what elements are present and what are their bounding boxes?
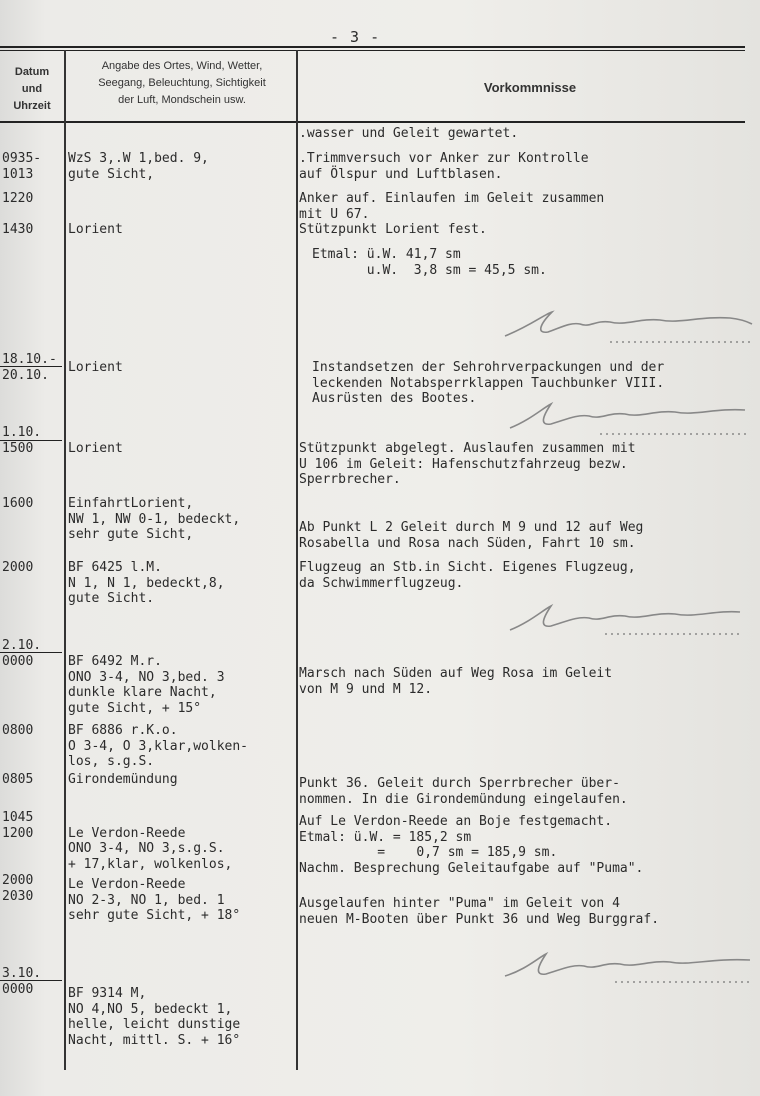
header-vorkommnisse: Vorkommnisse <box>483 80 577 95</box>
entry-place: BF 9314 M, NO 4,NO 5, bedeckt 1, helle, leicht dunstige Nacht, mittl. S. + 16° <box>68 986 241 1048</box>
entry-time: 0805 <box>2 772 34 787</box>
column-divider-right <box>296 50 298 1070</box>
header-bottom-rule <box>0 121 745 123</box>
header-datum-line: Uhrzeit <box>13 100 51 112</box>
header-ort-line: der Luft, Mondschein usw. <box>118 94 246 106</box>
entry-time: 0800 <box>2 723 34 738</box>
signature <box>500 306 755 346</box>
entry-event: Anker auf. Einlaufen im Geleit zusammen mit U 67. <box>299 191 605 222</box>
entry-time: 3.10. 0000 <box>2 966 42 997</box>
entry-place: Le Verdon-Reede ONO 3-4, NO 3,s.g.S. + 17,klar, wolkenlos, <box>68 825 233 872</box>
header-datum <box>0 64 64 115</box>
entry-time: 1600 <box>2 496 34 511</box>
entry-event: Punkt 36. Geleit durch Sperrbrecher über- nommen. In die Girondemündung eingelaufen. <box>299 776 628 807</box>
entry-event: Auf Le Verdon-Reede an Boje festgemacht. Etmal: ü.W. = 185,2 sm = 0,7 sm = 185,9 sm. Nachm. Besprechung Geleitaufgabe auf "Puma". <box>299 814 644 876</box>
header-ort-line: Seegang, Beleuchtung, Sichtigkeit <box>98 77 266 89</box>
page-number: - 3 - <box>330 28 381 46</box>
header-top-rule <box>0 46 745 48</box>
signature <box>505 600 745 640</box>
entry-place: Lorient <box>68 360 123 375</box>
header-top-rule-2 <box>0 50 745 51</box>
entry-place: EinfahrtLorient, NW 1, NW 0-1, bedeckt, sehr gute Sicht, <box>68 496 241 542</box>
entry-event: Stützpunkt abgelegt. Auslaufen zusammen mit U 106 im Geleit: Hafenschutzfahrzeug bezw. Sperrbrecher. <box>299 441 636 487</box>
entry-event: Marsch nach Süden auf Weg Rosa im Geleit von M 9 und M 12. <box>299 666 613 697</box>
entry-place: Lorient <box>68 222 123 237</box>
entry-place: Lorient <box>68 441 123 456</box>
signature <box>505 398 755 438</box>
entry-time: 2.10. 0000 <box>2 638 42 669</box>
entry-time: 1220 <box>2 191 34 206</box>
header-location-weather <box>66 58 298 109</box>
signature <box>500 948 755 988</box>
entry-event: Flugzeug an Stb.in Sicht. Eigenes Flugzeug, da Schwimmerflugzeug. <box>299 560 636 591</box>
header-datum-line: Datum <box>14 66 50 78</box>
entry-event: Ausgelaufen hinter "Puma" im Geleit von 4 neuen M-Booten über Punkt 36 und Weg Burggraf. <box>299 896 660 927</box>
column-divider-left <box>64 50 66 1070</box>
entry-event: .Trimmversuch vor Anker zur Kontrolle auf Ölspur und Luftblasen. <box>299 151 589 182</box>
entry-time: 1430 <box>2 222 34 237</box>
header-ort-line: Angabe des Ortes, Wind, Wetter, <box>101 60 263 72</box>
header-datum-line: und <box>21 83 43 95</box>
entry-event: Ab Punkt L 2 Geleit durch M 9 und 12 auf Weg Rosabella und Rosa nach Süden, Fahrt 10 sm. <box>299 520 644 551</box>
entry-place: Girondemündung <box>68 772 178 787</box>
entry-time: 18.10.- 20.10. <box>2 352 57 383</box>
entry-time: 1045 1200 <box>2 810 34 841</box>
entry-place: BF 6425 l.M. N 1, N 1, bedeckt,8, gute Sicht. <box>68 560 225 606</box>
entry-time: 2000 2030 <box>2 873 34 904</box>
entry-place: WzS 3,.W 1,bed. 9, gute Sicht, <box>68 151 209 182</box>
entry-event: .wasser und Geleit gewartet. <box>299 126 519 141</box>
entry-time: 1.10. 1500 <box>2 425 42 456</box>
entry-event: Stützpunkt Lorient fest. <box>299 222 487 237</box>
entry-place: BF 6492 M.r. ONO 3-4, NO 3,bed. 3 dunkle klare Nacht, gute Sicht, + 15° <box>68 654 225 716</box>
entry-place: BF 6886 r.K.o. O 3-4, O 3,klar,wolken- los, s.g.S. <box>68 723 249 769</box>
entry-time: 0935- 1013 <box>2 151 42 182</box>
entry-time: 2000 <box>2 560 34 575</box>
entry-etmal: Etmal: ü.W. 41,7 sm u.W. 3,8 sm = 45,5 sm. <box>312 247 547 278</box>
entry-event: Instandsetzen der Sehrohrverpackungen und der leckenden Notabsperrklappen Tauchbunker VIII. Ausrüsten des Bootes. <box>312 360 665 406</box>
entry-place: Le Verdon-Reede NO 2-3, NO 1, bed. 1 sehr gute Sicht, + 18° <box>68 877 241 923</box>
